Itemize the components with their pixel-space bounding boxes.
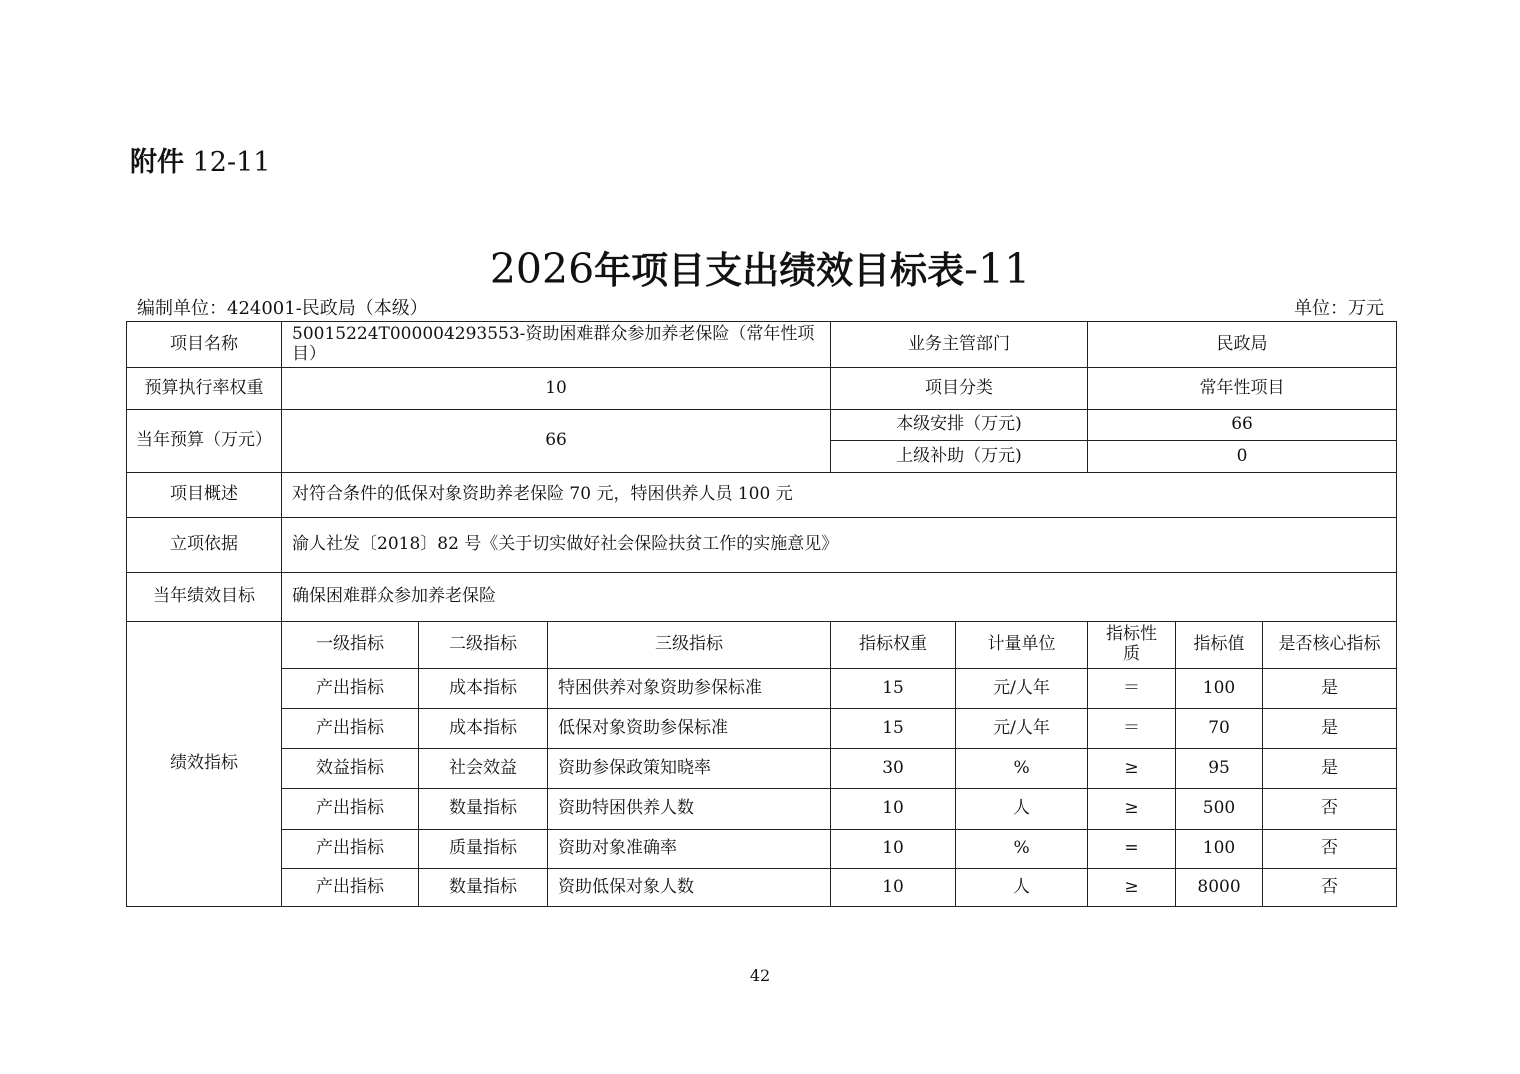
indicator-nature: = xyxy=(1088,830,1176,869)
table-row xyxy=(127,830,1397,869)
indicator-core: 是 xyxy=(1263,669,1397,709)
table-row xyxy=(127,709,1397,749)
indicator-value: 70 xyxy=(1176,709,1263,749)
indicator-level3: 资助参保政策知晓率 xyxy=(548,749,831,789)
indicator-level1: 效益指标 xyxy=(282,749,419,789)
project-name-label: 项目名称 xyxy=(127,322,282,368)
header-value: 指标值 xyxy=(1176,622,1263,669)
attachment-label: 附件 12-11 xyxy=(130,147,271,178)
indicator-level2: 成本指标 xyxy=(419,709,548,749)
indicator-value: 100 xyxy=(1176,669,1263,709)
goal-label: 当年绩效目标 xyxy=(127,573,282,622)
dept-value: 民政局 xyxy=(1088,322,1397,368)
indicator-level3: 资助特困供养人数 xyxy=(548,789,831,830)
indicator-core: 是 xyxy=(1263,709,1397,749)
indicator-level1: 产出指标 xyxy=(282,669,419,709)
budget-label: 当年预算（万元） xyxy=(127,410,282,473)
indicator-core: 否 xyxy=(1263,869,1397,907)
table-row xyxy=(127,749,1397,789)
currency-unit: 单位：万元 xyxy=(1294,298,1384,319)
basis-label: 立项依据 xyxy=(127,518,282,573)
indicator-value: 8000 xyxy=(1176,869,1263,907)
indicator-level3: 资助对象准确率 xyxy=(548,830,831,869)
indicator-level2: 数量指标 xyxy=(419,789,548,830)
indicator-value: 500 xyxy=(1176,789,1263,830)
page-title: 2026年项目支出绩效目标表-11 xyxy=(489,245,1031,293)
indicator-unit: 人 xyxy=(956,869,1088,907)
header-level1: 一级指标 xyxy=(282,622,419,669)
indicator-value: 95 xyxy=(1176,749,1263,789)
weight-value: 10 xyxy=(282,368,831,410)
indicator-core: 是 xyxy=(1263,749,1397,789)
weight-label: 预算执行率权重 xyxy=(127,368,282,410)
header-weight: 指标权重 xyxy=(831,622,956,669)
indicator-weight: 15 xyxy=(831,709,956,749)
basis-value: 渝人社发〔2018〕82 号《关于切实做好社会保险扶贫工作的实施意见》 xyxy=(282,518,1397,573)
indicator-level2: 质量指标 xyxy=(419,830,548,869)
indicator-level1: 产出指标 xyxy=(282,869,419,907)
performance-table xyxy=(126,321,1397,907)
indicator-level2: 社会效益 xyxy=(419,749,548,789)
upper-subsidy-value: 0 xyxy=(1088,441,1397,473)
indicator-core: 否 xyxy=(1263,830,1397,869)
indicator-unit: % xyxy=(956,830,1088,869)
indicator-level3: 低保对象资助参保标准 xyxy=(548,709,831,749)
indicator-level1: 产出指标 xyxy=(282,789,419,830)
category-label: 项目分类 xyxy=(831,368,1088,410)
table-row xyxy=(127,669,1397,709)
category-value: 常年性项目 xyxy=(1088,368,1397,410)
header-unit: 计量单位 xyxy=(956,622,1088,669)
goal-value: 确保困难群众参加养老保险 xyxy=(282,573,1397,622)
local-budget-value: 66 xyxy=(1088,410,1397,441)
local-budget-label: 本级安排（万元) xyxy=(831,410,1088,441)
indicator-value: 100 xyxy=(1176,830,1263,869)
header-core: 是否核心指标 xyxy=(1263,622,1397,669)
table-row xyxy=(127,789,1397,830)
indicator-level3: 资助低保对象人数 xyxy=(548,869,831,907)
compiling-unit: 编制单位：424001-民政局（本级） xyxy=(137,298,428,319)
indicator-weight: 30 xyxy=(831,749,956,789)
indicator-core: 否 xyxy=(1263,789,1397,830)
indicator-level1: 产出指标 xyxy=(282,709,419,749)
indicator-nature: ≥ xyxy=(1088,869,1176,907)
indicator-nature: ≥ xyxy=(1088,749,1176,789)
indicator-level2: 成本指标 xyxy=(419,669,548,709)
indicator-unit: 元/人年 xyxy=(956,669,1088,709)
indicator-nature: ＝ xyxy=(1088,709,1176,749)
indicator-unit: % xyxy=(956,749,1088,789)
indicator-unit: 人 xyxy=(956,789,1088,830)
project-name: 50015224T000004293553-资助困难群众参加养老保险（常年性项目） xyxy=(282,322,831,368)
overview-label: 项目概述 xyxy=(127,473,282,518)
indicator-weight: 10 xyxy=(831,830,956,869)
indicator-weight: 10 xyxy=(831,789,956,830)
header-level3: 三级指标 xyxy=(548,622,831,669)
indicator-level2: 数量指标 xyxy=(419,869,548,907)
upper-subsidy-label: 上级补助（万元) xyxy=(831,441,1088,473)
header-level2: 二级指标 xyxy=(419,622,548,669)
overview-value: 对符合条件的低保对象资助养老保险 70 元，特困供养人员 100 元 xyxy=(282,473,1397,518)
header-nature: 指标性质 xyxy=(1088,622,1176,669)
indicator-nature: ＝ xyxy=(1088,669,1176,709)
budget-value: 66 xyxy=(282,410,831,473)
table-row xyxy=(127,869,1397,907)
indicator-nature: ≥ xyxy=(1088,789,1176,830)
performance-indicators-label: 绩效指标 xyxy=(127,622,282,907)
indicator-level3: 特困供养对象资助参保标准 xyxy=(548,669,831,709)
indicator-weight: 10 xyxy=(831,869,956,907)
indicator-level1: 产出指标 xyxy=(282,830,419,869)
indicator-unit: 元/人年 xyxy=(956,709,1088,749)
indicator-weight: 15 xyxy=(831,669,956,709)
dept-label: 业务主管部门 xyxy=(831,322,1088,368)
page-number: 42 xyxy=(749,966,771,985)
